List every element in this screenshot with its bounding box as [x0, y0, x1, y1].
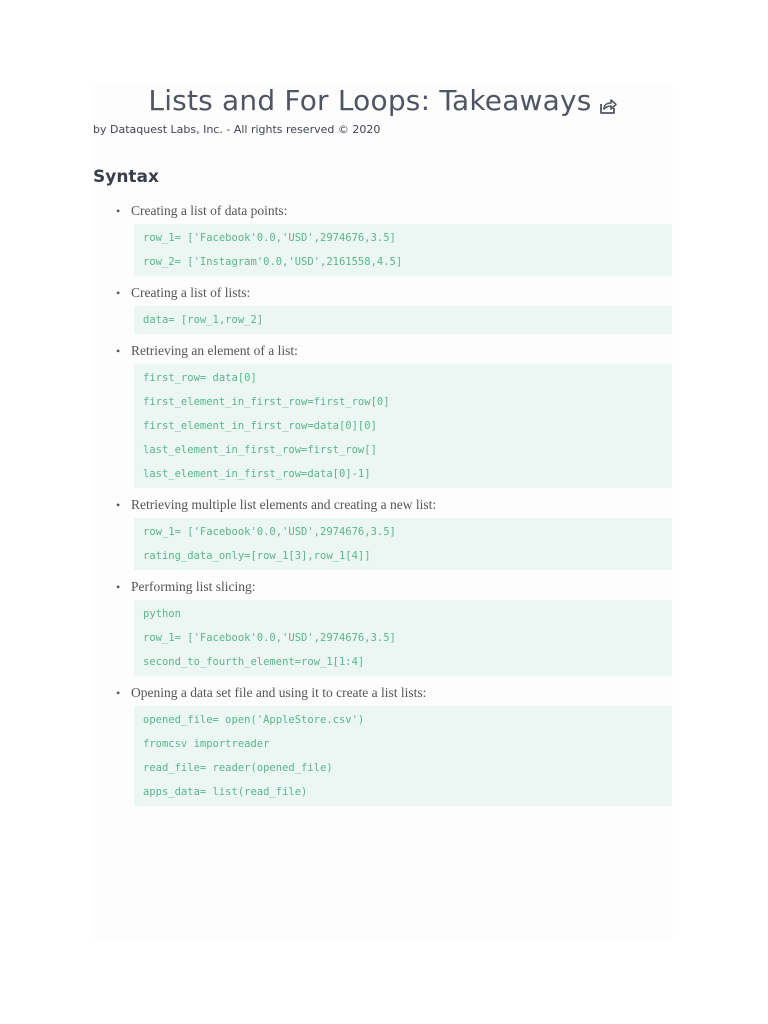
list-item: [93, 342, 673, 488]
code-line: last_element_in_first_row=first_row[]: [143, 444, 377, 456]
code-line: fromcsv importreader: [143, 738, 270, 750]
list-item: [93, 202, 673, 276]
bullet-icon: •: [116, 686, 121, 700]
code-line: read_file= reader(opened_file): [143, 762, 333, 774]
code-line: first_element_in_first_row=data[0][0]: [143, 420, 377, 432]
code-block: [134, 224, 672, 276]
section-heading-syntax: Syntax: [93, 167, 159, 187]
bullet-icon: •: [116, 204, 121, 218]
list-item-label: [93, 496, 673, 516]
code-line: last_element_in_first_row=data[0]-1]: [143, 468, 371, 480]
list-item-text: Creating a list of lists:: [131, 285, 251, 300]
document-page: [93, 84, 673, 940]
list-item: [93, 578, 673, 676]
code-block: [134, 600, 672, 676]
code-line: row_1= ['Facebook'0.0,'USD',2974676,3.5]: [143, 232, 396, 244]
code-block: [134, 364, 672, 488]
list-item-label: [93, 578, 673, 598]
list-item-text: Creating a list of data points:: [131, 203, 288, 218]
bullet-icon: •: [116, 344, 121, 358]
list-item: [93, 284, 673, 334]
list-item-label: [93, 202, 673, 222]
takeaway-list: [93, 202, 673, 814]
code-line: rating_data_only=[row_1[3],row_1[4]]: [143, 550, 371, 562]
share-icon[interactable]: [598, 90, 618, 110]
code-line: row_1= ['Facebook'0.0,'USD',2974676,3.5]: [143, 632, 396, 644]
code-line: second_to_fourth_element=row_1[1:4]: [143, 656, 365, 668]
list-item-text: Opening a data set file and using it to create a list lists:: [131, 685, 427, 700]
code-line: opened_file= open('AppleStore.csv'): [143, 714, 365, 726]
list-item-text: Performing list slicing:: [131, 579, 256, 594]
list-item: [93, 496, 673, 570]
code-line: first_row= data[0]: [143, 372, 257, 384]
bullet-icon: •: [116, 498, 121, 512]
list-item-text: Retrieving an element of a list:: [131, 343, 298, 358]
list-item-label: [93, 684, 673, 704]
code-block: [134, 518, 672, 570]
code-block: [134, 306, 672, 334]
code-line: row_2= ['Instagram'0.0,'USD',2161558,4.5]: [143, 256, 403, 268]
list-item-label: [93, 284, 673, 304]
bullet-icon: •: [116, 286, 121, 300]
code-line: row_1= ['Facebook'0.0,'USD',2974676,3.5]: [143, 526, 396, 538]
list-item-label: [93, 342, 673, 362]
copyright-byline: by Dataquest Labs, Inc. - All rights reserved © 2020: [93, 123, 381, 136]
code-block: [134, 706, 672, 806]
list-item-text: Retrieving multiple list elements and creating a new list:: [131, 497, 437, 512]
list-item: [93, 684, 673, 806]
page-title: Lists and For Loops: Takeaways: [148, 84, 592, 117]
code-line: apps_data= list(read_file): [143, 786, 308, 798]
code-line: python: [143, 608, 181, 620]
code-line: data= [row_1,row_2]: [143, 314, 264, 326]
bullet-icon: •: [116, 580, 121, 594]
code-line: first_element_in_first_row=first_row[0]: [143, 396, 390, 408]
page-title-row: [93, 84, 673, 118]
